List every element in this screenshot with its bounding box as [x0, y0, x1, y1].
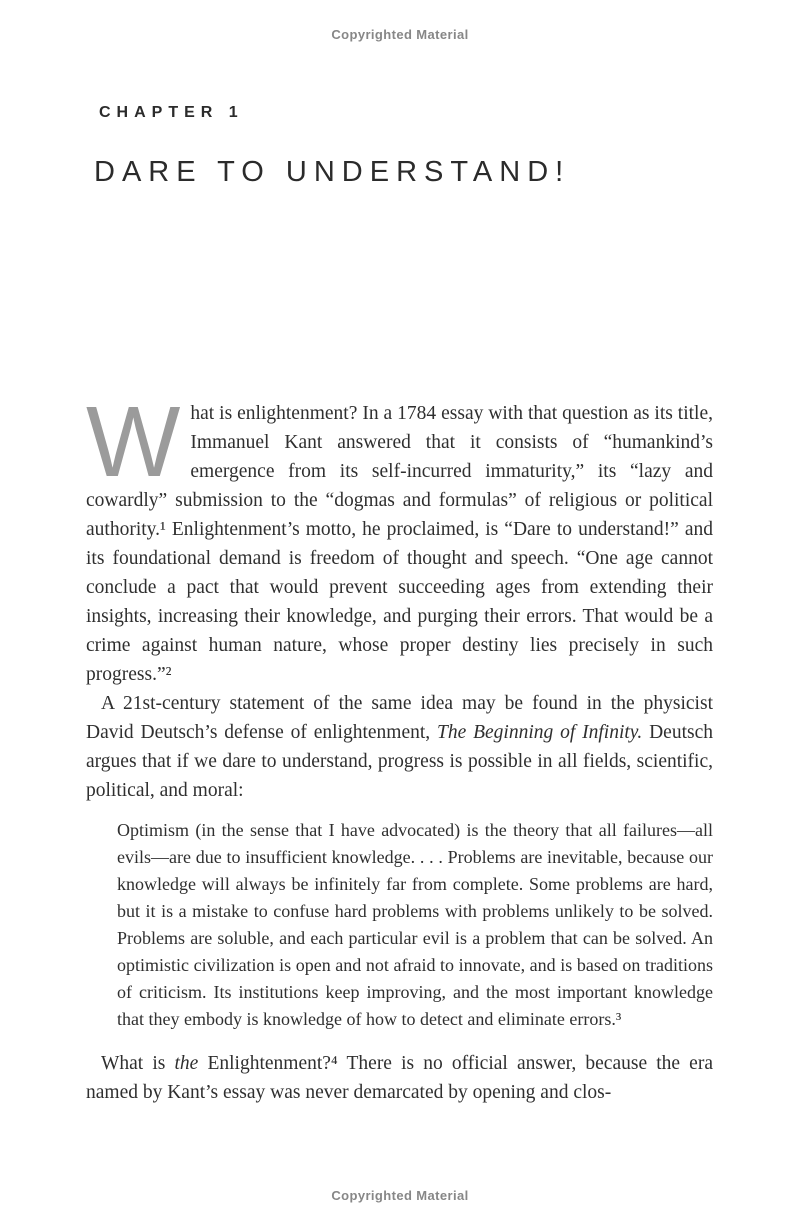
copyright-notice-bottom: Copyrighted Material [331, 1188, 469, 1203]
body-text-block [86, 386, 713, 1107]
deutsch-paragraph-text-before: A 21st-century statement of the same idea may be found in the physicist David Deutsch’s defense of enlightenment, [86, 693, 713, 743]
chapter-title: DARE TO UNDERSTAND! [94, 156, 571, 188]
deutsch-paragraph-text-after: Deutsch argues that if we dare to understand, progress is possible in all fields, scientific, political, and moral: [86, 722, 713, 801]
opening-paragraph [86, 386, 713, 689]
chapter-label: CHAPTER 1 [99, 104, 244, 121]
copyright-notice-top: Copyrighted Material [331, 27, 469, 42]
closing-paragraph-text-before: What is [101, 1053, 175, 1074]
emphasis-the-italic: the [174, 1053, 199, 1074]
book-title-italic: The Beginning of Infinity. [437, 722, 643, 743]
closing-paragraph-text-after: Enlightenment?⁴ There is no official answer, because the era named by Kant’s essay was never demarcated by opening and clos- [86, 1053, 713, 1103]
deutsch-paragraph [86, 689, 713, 805]
deutsch-blockquote: Optimism (in the sense that I have advocated) is the theory that all failures—all evils—are due to insufficient knowledge. . . . Problems are inevitable, because our knowledge will always be infinitely far from complete. Some problems are hard, but it is a mistake to confuse hard problems with problems unlikely to be solved. Problems are soluble, and each particular evil is a problem that can be solved. An optimistic civilization is open and not afraid to innovate, and is based on traditions of criticism. Its institutions keep improving, and the most important knowledge that they embody is knowledge of how to detect and eliminate errors.³ [117, 820, 713, 1029]
opening-paragraph-text: hat is enlightenment? In a 1784 essay with that question as its title, Immanuel Kant answered that it consists of “humankind’s emergence from its self-incurred immaturity,” its “lazy and cowardly” submission to the “dogmas and formulas” of religious or political authority.¹ Enlightenment’s motto, he proclaimed, is “Dare to understand!” and its foundational demand is freedom of thought and speech. “One age cannot conclude a pact that would prevent succeeding ages from extending their insights, increasing their knowledge, and purging their errors. That would be a crime against human nature, whose proper destiny lies precisely in such progress.”² [86, 403, 713, 685]
closing-paragraph [86, 1049, 713, 1107]
drop-cap: W [86, 386, 181, 498]
